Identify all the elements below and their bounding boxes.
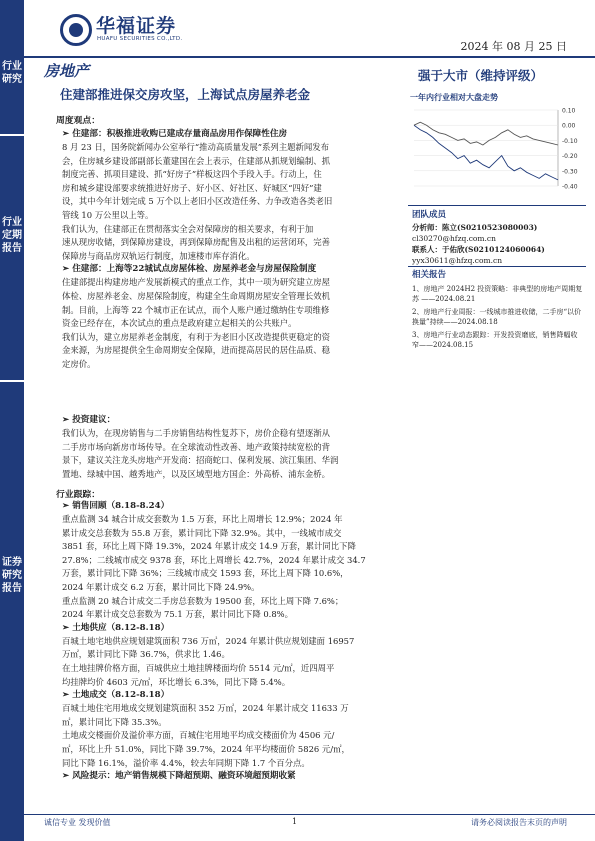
text-line: 我们认为，在现房销售与二手房销售结构性复苏下，房价企稳有望逐渐从: [62, 428, 330, 438]
relative-performance-chart: [408, 104, 586, 192]
contact-name: 于佑欣(S0210124060064): [442, 245, 545, 254]
weekly-section: [62, 128, 400, 372]
footer-divider: [24, 814, 595, 815]
sidebar-segment-securities-report: 证券研究报告: [2, 557, 22, 594]
weekly-point-4-body: [62, 331, 400, 372]
headline: 住建部推进保交房攻坚，上海试点房屋养老金: [60, 87, 311, 102]
text-line: 2024 年累计成交 6.2 万套，累计同比下降 24.9%。: [62, 581, 260, 592]
rating: 强于大市（维持评级）: [418, 68, 544, 83]
text-line: 设，其中今年计划完成 5 万个以上老旧小区改造任务、力争改造各类老旧: [62, 196, 333, 207]
text-line: ㎡，累计同比下降 35.3%。: [62, 716, 167, 727]
text-line: 累计成交总套数为 55.8 万套，累计同比下降 32.9%。其中，一线城市成交: [62, 527, 342, 538]
page-number: 1: [292, 817, 298, 826]
text-line: 百城土地住宅用地成交规划建筑面积 352 万㎡，2024 年累计成交 11633 万: [62, 703, 349, 714]
text-line: 资金已经存在，本次试点的重点是政府建立起相关的公共账户。: [62, 318, 297, 329]
deal-body: [62, 702, 400, 770]
advice-body: [62, 427, 400, 481]
related-divider: [408, 266, 586, 267]
supply-body: [62, 635, 400, 689]
deal-heading: ➢ 土地成交（8.12-8.18）: [62, 690, 170, 701]
text-line: 重点监测 20 城合计成交二手房总套数为 19500 套，环比上周下降 7.6%；: [62, 595, 344, 606]
arrow-bullet-icon: ➢: [62, 771, 73, 782]
arrow-bullet-icon: ➢: [62, 129, 73, 139]
text-line: 景下，建议关注龙头房地产开发商：招商蛇口、保利发展、滨江集团、华润: [62, 455, 339, 466]
analyst-name: 陈立(S0210523080003): [442, 223, 538, 232]
arrow-bullet-icon: ➢: [62, 622, 73, 633]
related-report-item[interactable]: 3、房地产行业动态跟踪：开发投资磨底，销售降幅收窄——2024.08.15: [412, 331, 578, 349]
weekly-point-3-body: [62, 276, 400, 330]
analyst-email: cl30270@hfzq.com.cn: [412, 234, 496, 243]
risk-note: ➢ 风险提示：地产销售规模下降超预期、融资环境超预期收紧: [62, 771, 296, 782]
sidebar-segment-periodic-report: 行业定期报告: [2, 217, 22, 254]
weekly-point-1-heading: ➢ 住建部：积极推进收购已建成存量商品房用作保障性住房: [62, 129, 288, 139]
supply-heading: ➢ 土地供应（8.12-8.18）: [62, 622, 170, 633]
y-tick-label: -0.30: [562, 168, 578, 176]
text-line: 重点监测 34 城合计成交套数为 1.5 万套，环比上周增长 12.9%；2024 年: [62, 514, 343, 524]
sidebar-segment-industry-research: 行业研究: [2, 61, 22, 85]
team-members: 分析师：陈立(S0210523080003) cl30270@hfzq.com.cn 联系人：于佑欣(S0210124060064) yyx30611@hfzq.com.cn: [412, 222, 584, 266]
sidebar-separator: [0, 380, 24, 382]
arrow-bullet-icon: ➢: [62, 501, 73, 511]
text-line: 制度完善、抓项目建设、抓“好房子”样板这四个手段入手。行动上，住: [62, 169, 322, 180]
text-line: 2024 年累计成交总套数为 75.1 万套，累计同比下降 0.8%。: [62, 609, 294, 620]
sidebar-separator: [0, 134, 24, 136]
text-line: 速从现房收储，到保障房建设，再到保障房配售及出租的运营闭环，完善: [62, 237, 330, 248]
text-line: 百城土地宅地供应规划建筑面积 736 万㎡，2024 年累计供应规划建面 16957: [62, 635, 355, 646]
chart-title: 一年内行业相对大盘走势: [410, 93, 498, 102]
text-line: ㎡，环比上升 51.0%，同比下降 39.7%，2024 年平均楼面价 5826 元/㎡，: [62, 743, 350, 754]
header-divider: [24, 56, 595, 58]
advice-section: [62, 414, 400, 481]
text-line: 27.8%；二线城市成交 9378 套，环比上周增长 42.7%，2024 年累计成交 34.7: [62, 554, 366, 565]
sidebar: [0, 0, 24, 841]
logo-icon: [60, 14, 92, 46]
arrow-bullet-icon: ➢: [62, 690, 73, 701]
text-line: 8 月 23 日，国务院新闻办公室举行“推动高质量发展”系列主题新闻发布: [62, 142, 330, 152]
header: [24, 0, 595, 62]
related-reports: [412, 284, 584, 353]
series-line-0: [414, 125, 558, 180]
weekly-point-2-body: [62, 223, 400, 264]
y-tick-label: 0.10: [562, 107, 576, 115]
arrow-bullet-icon: ➢: [62, 415, 73, 425]
footer-disclaimer: 请务必阅读报告末页的声明: [471, 818, 567, 827]
text-line: 金来源，为房屋提供全生命周期安全保障，进而提高居民的居住品质、稳: [62, 345, 330, 356]
sales-body: [62, 513, 400, 622]
text-line: 管线 10 万公里以上等。: [62, 209, 154, 220]
advice-heading: ➢ 投资建议：: [62, 415, 116, 425]
text-line: 房和城乡建设部要求统推进好房子、好小区、好社区、好城区“四好”建: [62, 182, 322, 193]
text-line: 在土地挂牌价格方面，百城供应土地挂牌楼面均价 5514 元/㎡，近四周平: [62, 662, 335, 673]
text-line: 万㎡，累计同比下降 36.7%，供求比 1.46。: [62, 649, 230, 660]
y-tick-label: -0.20: [562, 153, 578, 161]
industry-title: 房地产: [44, 62, 90, 80]
related-report-item[interactable]: 2、房地产行业周报：一线城市推进收储，二手房“以价换量”持续——2024.08.18: [412, 308, 582, 326]
logo-text: 华福证券: [96, 15, 177, 37]
sales-heading: ➢ 销售回顾（8.18-8.24）: [62, 501, 170, 511]
related-report-item[interactable]: 1、房地产 2024H2 投资策略：非典型的房地产周期复苏 ——2024.08.21: [412, 285, 583, 303]
contact-email: yyx30611@hfzq.com.cn: [412, 256, 503, 265]
series-line-1: [414, 122, 558, 145]
arrow-bullet-icon: ➢: [62, 264, 73, 275]
tracking-section: [62, 500, 400, 783]
weekly-point-3-heading: ➢ 住建部：上海等22城试点房屋体检、房屋养老金与房屋保险制度: [62, 264, 317, 275]
weekly-heading: 周度观点：: [56, 116, 100, 126]
text-line: 二手房市场向新房市场传导。在全球流动性改善、地产政策持续宽松的背: [62, 441, 330, 452]
report-date: 2024 年 08 月 25 日: [460, 40, 567, 53]
team-divider: [408, 205, 586, 206]
tracking-heading: 行业跟踪：: [56, 490, 100, 500]
text-line: 土地成交楼面价及溢价率方面，百城住宅用地平均成交楼面价为 4506 元/: [62, 730, 335, 741]
text-line: 保障房与商品房双轨运行制度，加速楼市库存消化。: [62, 250, 255, 261]
text-line: 我们认为，住建部正在贯彻落实全会对保障房的相关要求，有利于加: [62, 223, 314, 234]
footer-slogan: 诚信专业 发现价值: [44, 818, 111, 827]
related-heading: 相关报告: [412, 270, 447, 280]
text-line: 均挂牌均价 4603 元/㎡，环比增长 6.3%，同比下降 5.4%。: [62, 676, 291, 687]
y-tick-label: -0.40: [562, 183, 578, 191]
text-line: 住建部提出构建房地产发展新模式的重点工作，其中一项为研究建立房屋: [62, 277, 330, 288]
text-line: 3851 套，环比上周下降 19.3%，2024 年累计成交 14.9 万套，累计同比下降: [62, 541, 356, 552]
team-heading: 团队成员: [412, 210, 447, 220]
text-line: 制。目前，上海等 22 个城市正在试点，而个人账户通过缴纳住专项维修: [62, 304, 330, 315]
text-line: 万套，累计同比下降 36%；三线城市成交 1593 套，环比上周下降 10.6%，: [62, 568, 349, 579]
text-line: 会，住房城乡建设部副部长董建国在会上表示，住建部从抓规划编制、抓: [62, 155, 330, 166]
y-tick-label: 0.00: [562, 122, 576, 130]
weekly-point-1-body: [62, 141, 400, 223]
text-line: 置地、绿城中国、越秀地产，以及区域型地方国企：外高桥、浦东金桥。: [62, 468, 330, 479]
text-line: 定房价。: [62, 358, 96, 369]
text-line: 我们认为，建立房屋养老金制度，有利于为老旧小区改造提供更稳定的资: [62, 331, 330, 342]
text-line: 体检、房屋养老金、房屋保险制度，构建全生命周期房屋安全管理长效机: [62, 290, 330, 301]
y-tick-label: -0.10: [562, 137, 578, 145]
text-line: 同比下降 16.1%，溢价率 4.4%，较去年同期下降 1.7 个百分点。: [62, 757, 310, 768]
logo-subtext: HUAFU SECURITIES CO.,LTD.: [97, 36, 183, 42]
